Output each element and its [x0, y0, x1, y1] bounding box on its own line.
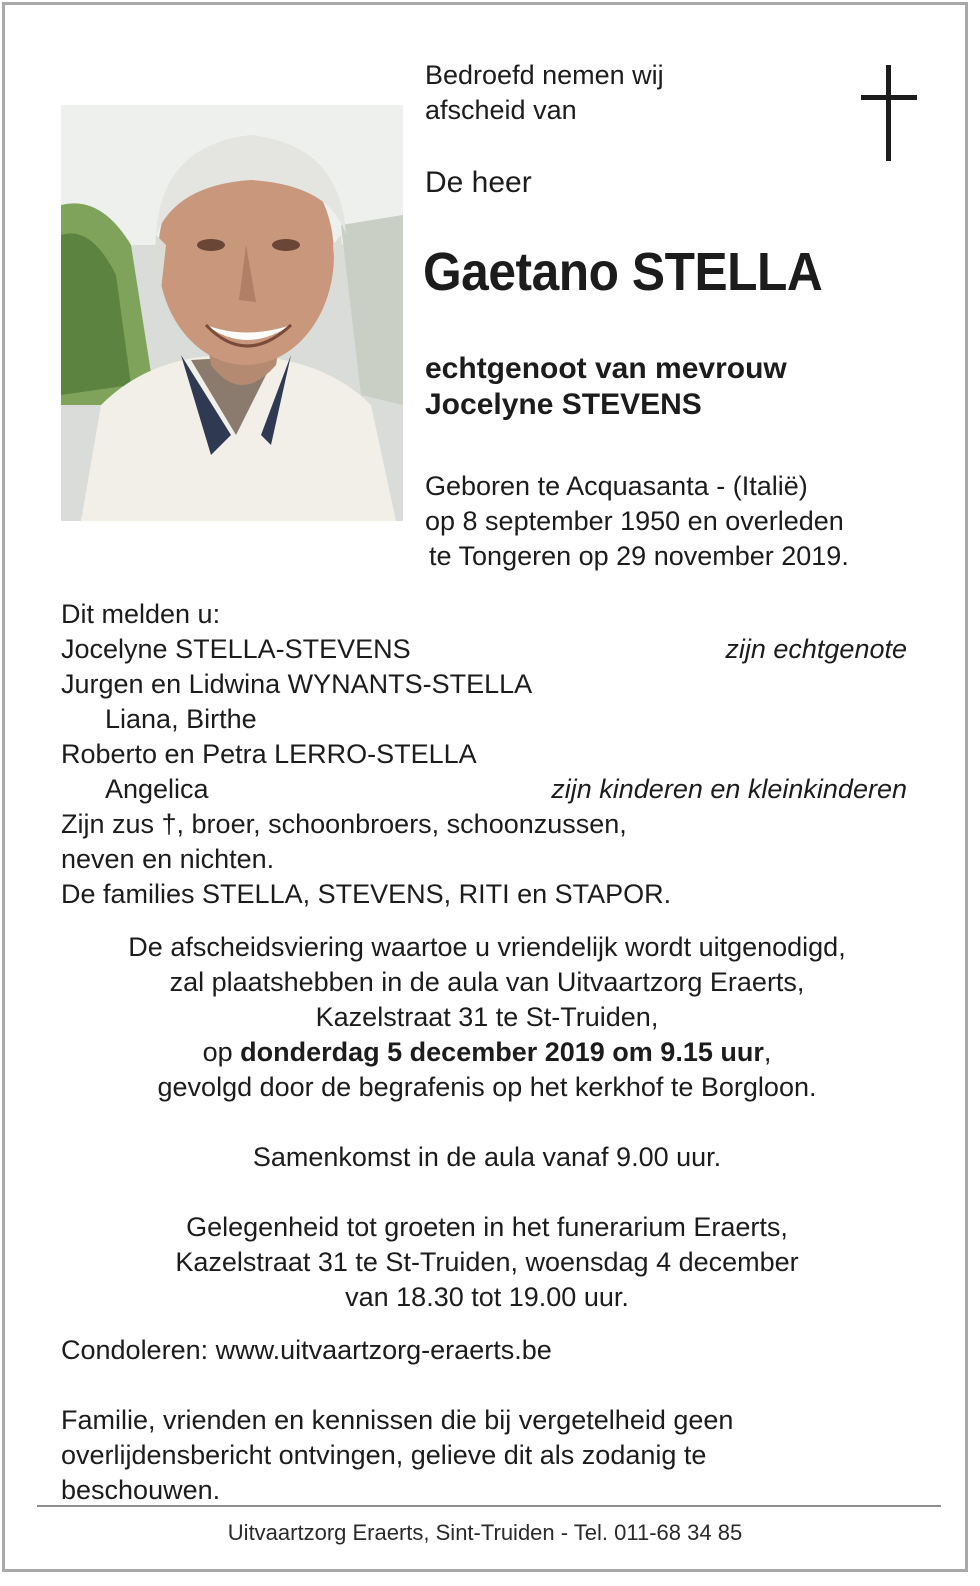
ceremony-date: donderdag 5 december 2019 om 9.15 uur	[240, 1037, 764, 1067]
portrait-photo	[61, 105, 403, 521]
announcer-name: Angelica	[105, 774, 209, 804]
announcer-row	[61, 772, 907, 807]
family-note-line: beschouwen.	[61, 1475, 221, 1505]
announcer-name: Liana, Birthe	[105, 704, 257, 734]
deceased-name: Gaetano STELLA	[423, 242, 823, 302]
ceremony-line: Kazelstraat 31 te St-Truiden,	[315, 1002, 659, 1032]
death-line: te Tongeren op 29 november 2019.	[429, 541, 849, 571]
gathering-info: Samenkomst in de aula vanaf 9.00 uur.	[252, 1142, 722, 1172]
announcer-role: zijn kinderen en kleinkinderen	[551, 774, 907, 804]
visitation-line: van 18.30 tot 19.00 uur.	[345, 1282, 629, 1312]
family-note-line: Familie, vrienden en kennissen die bij vergetelheid geen	[61, 1405, 734, 1435]
families-line: De families STELLA, STEVENS, RITI en STAPOR.	[61, 879, 672, 909]
obituary-card	[2, 2, 968, 1572]
footer-text: Uitvaartzorg Eraerts, Sint-Truiden - Tel. 011-68 34 85	[227, 1520, 743, 1545]
spouse-line: Jocelyne STEVENS	[425, 388, 702, 421]
announcer-name: Roberto en Petra LERRO-STELLA	[61, 739, 477, 769]
announcer-name: Jocelyne STELLA-STEVENS	[61, 634, 411, 664]
announcers-section	[61, 597, 907, 912]
relatives-line: neven en nichten.	[61, 844, 275, 874]
announcer-row	[61, 667, 907, 702]
portrait-image	[61, 105, 403, 521]
announcer-name: Jurgen en Lidwina WYNANTS-STELLA	[61, 669, 533, 699]
family-note	[61, 1403, 841, 1508]
spouse-line: echtgenoot van mevrouw	[425, 352, 787, 385]
ceremony-line: zal plaatshebben in de aula van Uitvaartzorg Eraerts,	[169, 967, 805, 997]
visitation-info	[61, 1210, 913, 1315]
ceremony-date-line	[61, 1035, 913, 1070]
honorific: De heer	[425, 166, 532, 199]
ceremony-info	[61, 930, 913, 1105]
condolence-link[interactable]: Condoleren: www.uitvaartzorg-eraerts.be	[61, 1335, 552, 1365]
footer-divider	[37, 1505, 941, 1507]
birth-death-info	[425, 469, 849, 574]
announcers-heading: Dit melden u:	[61, 599, 221, 629]
family-note-line: overlijdensbericht ontvingen, gelieve dit als zodanig te	[61, 1440, 707, 1470]
announcer-row	[61, 632, 907, 667]
visitation-line: Kazelstraat 31 te St-Truiden, woensdag 4 december	[175, 1247, 799, 1277]
birth-line: op 8 september 1950 en overleden	[425, 506, 844, 536]
intro-line: Bedroefd nemen wij	[425, 60, 664, 90]
intro-line: afscheid van	[425, 95, 577, 125]
ceremony-line: gevolgd door de begrafenis op het kerkhof te Borgloon.	[157, 1072, 817, 1102]
announcer-row	[61, 702, 907, 737]
announcer-role: zijn echtgenote	[725, 634, 907, 664]
ceremony-date-suffix: ,	[763, 1037, 772, 1067]
ceremony-line: De afscheidsviering waartoe u vriendelijk wordt uitgenodigd,	[128, 932, 846, 962]
birth-line: Geboren te Acquasanta - (Italië)	[425, 471, 808, 501]
spouse-info	[425, 351, 787, 423]
cross-icon	[857, 65, 921, 165]
ceremony-date-prefix: op	[202, 1037, 241, 1067]
intro-text	[425, 58, 845, 128]
relatives-line: Zijn zus †, broer, schoonbroers, schoonzussen,	[61, 809, 627, 839]
visitation-line: Gelegenheid tot groeten in het funerarium Eraerts,	[186, 1212, 788, 1242]
announcer-row	[61, 737, 907, 772]
